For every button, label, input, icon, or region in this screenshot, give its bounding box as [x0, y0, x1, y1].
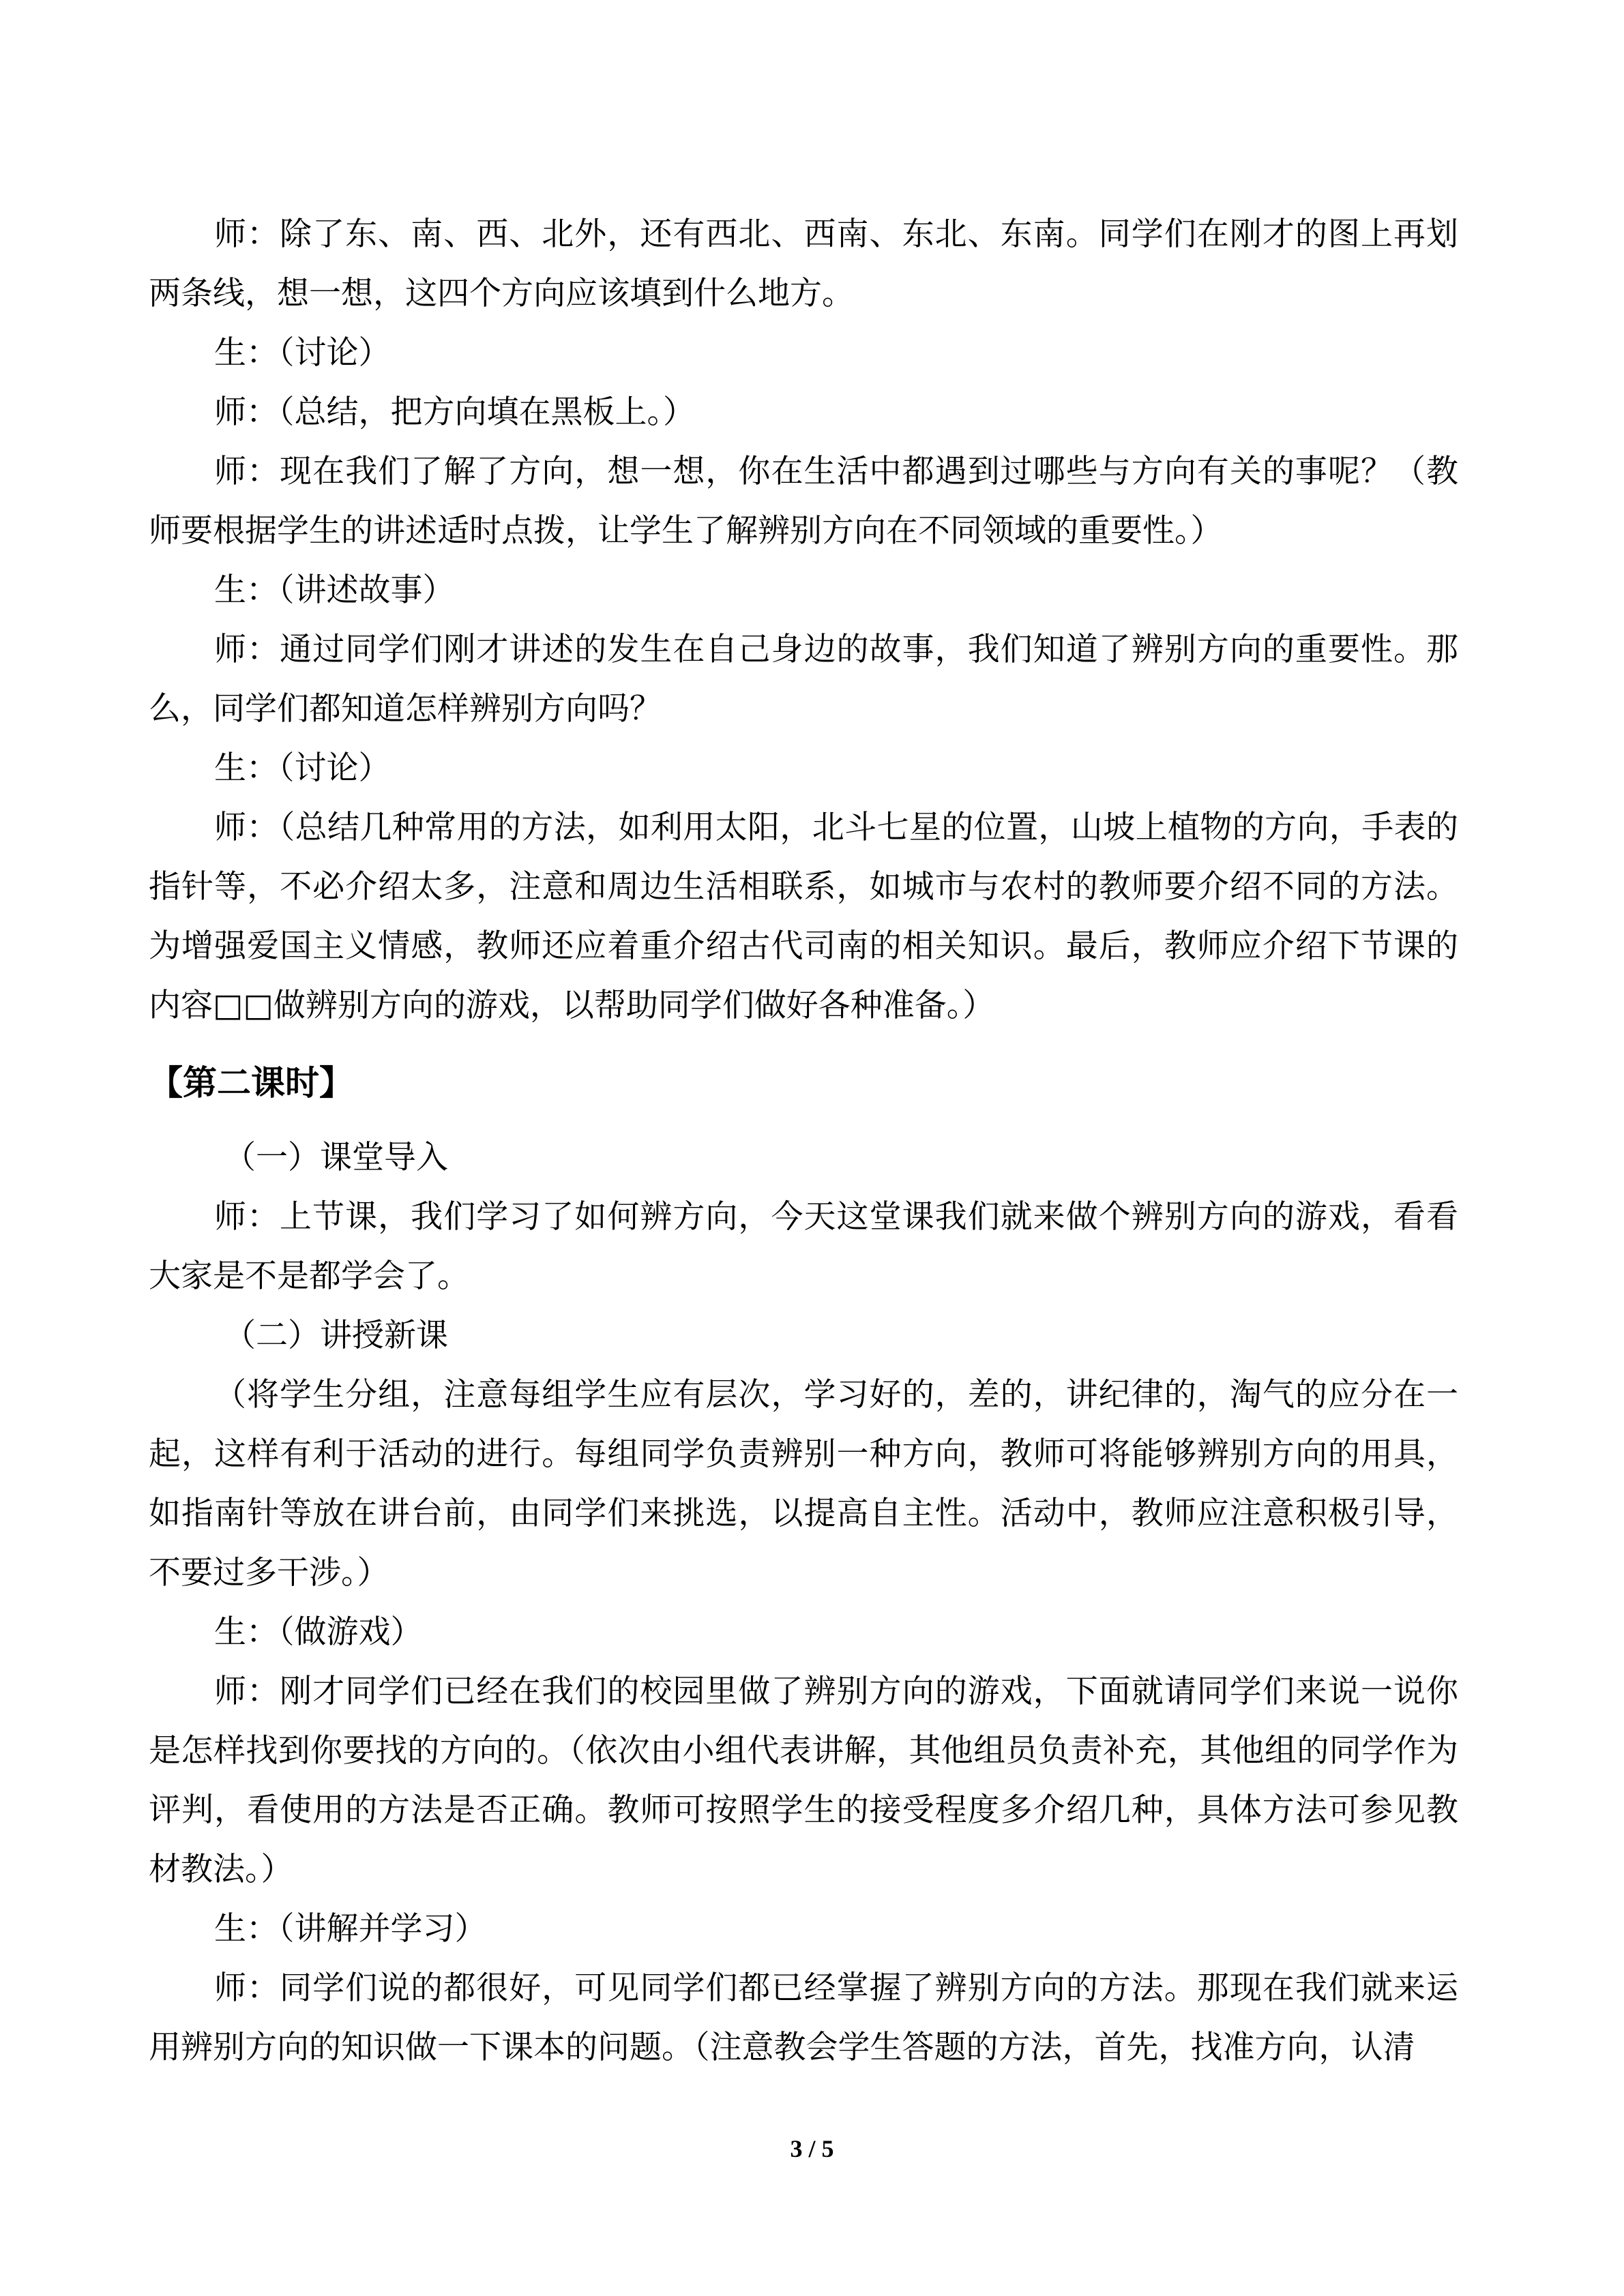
paragraph: 师：上节课，我们学习了如何辨方向，今天这堂课我们就来做个辨别方向的游戏，看看大家是不是都学会了。 — [149, 1198, 1458, 1295]
paragraph: 生：（讨论） — [214, 749, 391, 787]
paragraph: 生：（做游戏） — [214, 1613, 423, 1651]
paragraph: 师：（总结几种常用的方法，如利用太阳，北斗七星的位置，山坡上植物的方向，手表的指针等，不必介绍太多，注意和周边生活相联系，如城市与农村的教师要介绍不同的方法。为增强爱国主义情感，教师还应着重介绍古代司南的相关知识。最后，教师应介绍下节课的内容□□做辨别方向的游戏，以帮助同学们做好各种准备。） — [149, 809, 1458, 1024]
paragraph: 师：通过同学们刚才讲述的发生在自己身边的故事，我们知道了辨别方向的重要性。那么，同学们都知道怎样辨别方向吗？ — [149, 631, 1458, 728]
paragraph: （将学生分组，注意每组学生应有层次，学习好的，差的，讲纪律的，淘气的应分在一起，这样有利于活动的进行。每组同学负责辨别一种方向，教师可将能够辨别方向的用具，如指南针等放在讲台前，由同学们来挑选，以提高自主性。活动中，教师应注意积极引导，不要过多干涉。） — [149, 1376, 1458, 1592]
paragraph: 师：（总结，把方向填在黑板上。） — [214, 393, 695, 431]
subheading: （二）讲授新课 — [224, 1317, 448, 1354]
document-body — [149, 205, 1458, 2077]
paragraph: 生：（讨论） — [214, 334, 391, 372]
paragraph: 生：（讲解并学习） — [214, 1910, 487, 1948]
paragraph: 师：除了东、南、西、北外，还有西北、西南、东北、东南。同学们在刚才的图上再划两条线，想一想，这四个方向应该填到什么地方。 — [149, 215, 1458, 312]
paragraph: 师：刚才同学们已经在我们的校园里做了辨别方向的游戏，下面就请同学们来说一说你是怎样找到你要找的方向的。（依次由小组代表讲解，其他组员负责补充，其他组的同学作为评判，看使用的方法是否正确。教师可按照学生的接受程度多介绍几种，具体方法可参见教材教法。） — [149, 1673, 1458, 1888]
paragraph: 师：现在我们了解了方向，想一想，你在生活中都遇到过哪些与方向有关的事呢？（教师要根据学生的讲述适时点拨，让学生了解辨别方向在不同领域的重要性。） — [149, 453, 1458, 550]
paragraph: 生：（讲述故事） — [214, 571, 455, 609]
paragraph: 师：同学们说的都很好，可见同学们都已经掌握了辨别方向的方法。那现在我们就来运用辨别方向的知识做一下课本的问题。（注意教会学生答题的方法，首先，找准方向，认清 — [149, 1969, 1458, 2066]
subheading: （一）课堂导入 — [224, 1139, 448, 1176]
section-heading: 【第二课时】 — [149, 1063, 353, 1103]
page-number: 3 / 5 — [790, 2135, 834, 2162]
